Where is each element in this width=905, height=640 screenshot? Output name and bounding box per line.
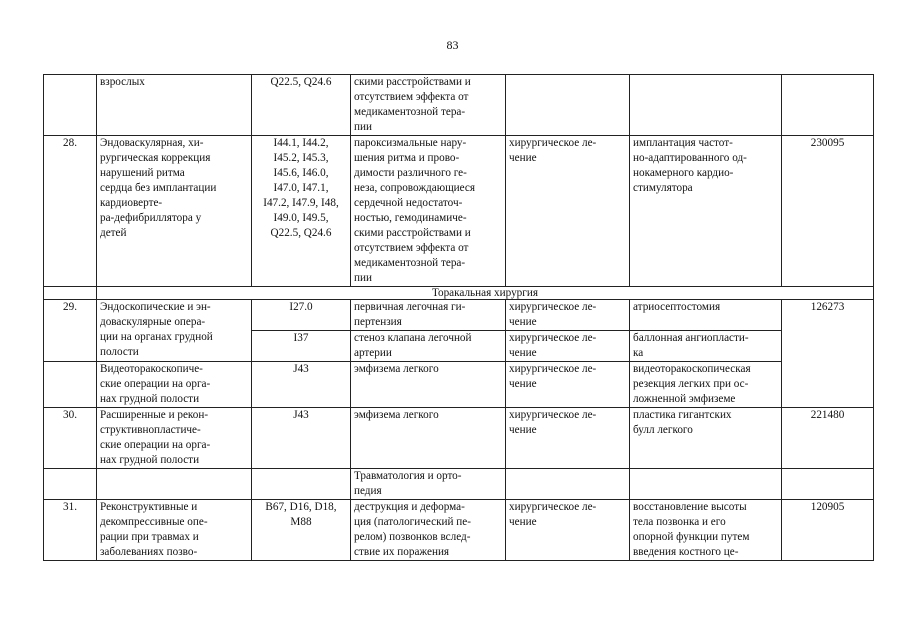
table-row bbox=[44, 136, 874, 287]
section-spacer bbox=[44, 287, 97, 300]
section-spacer bbox=[44, 469, 97, 500]
table-row bbox=[44, 500, 874, 561]
price: 120905 bbox=[782, 500, 874, 561]
icd-codes: J43 bbox=[252, 362, 351, 408]
table-row bbox=[44, 300, 874, 331]
treatment-method: баллонная ангиопласти- ка bbox=[630, 331, 782, 362]
icd-codes: I37 bbox=[252, 331, 351, 362]
section-spacer bbox=[630, 469, 782, 500]
row-number: 31. bbox=[44, 500, 97, 561]
page-number: 83 bbox=[446, 38, 459, 52]
treatment-method: восстановление высоты тела позвонка и его опорной функции путем введения костного це- bbox=[630, 500, 782, 561]
procedures-table bbox=[43, 74, 874, 561]
treatment-type: хирургическое ле- чение bbox=[506, 136, 630, 287]
treatment-method: пластика гигантских булл легкого bbox=[630, 408, 782, 469]
section-spacer bbox=[97, 469, 252, 500]
procedure-name: Эндоваскулярная, хи- рургическая коррекция нарушений ритма сердца без имплантации кардиоверте- ра-дефибриллятора у детей bbox=[97, 136, 252, 287]
row-number: 28. bbox=[44, 136, 97, 287]
treatment-type: хирургическое ле- чение bbox=[506, 331, 630, 362]
treatment-method: атриосептостомия bbox=[630, 300, 782, 331]
treatment-method bbox=[630, 75, 782, 136]
patient-model: эмфизема легкого bbox=[351, 408, 506, 469]
price: 230095 bbox=[782, 136, 874, 287]
table-row bbox=[44, 75, 874, 136]
treatment-type bbox=[506, 75, 630, 136]
icd-codes: Q22.5, Q24.6 bbox=[252, 75, 351, 136]
section-row bbox=[44, 469, 874, 500]
procedure-name: Реконструктивные и декомпрессивные опе- рации при травмах и заболеваниях позво- bbox=[97, 500, 252, 561]
section-spacer bbox=[782, 469, 874, 500]
price: 221480 bbox=[782, 408, 874, 469]
treatment-type: хирургическое ле- чение bbox=[506, 500, 630, 561]
treatment-type: хирургическое ле- чение bbox=[506, 300, 630, 331]
table-row bbox=[44, 408, 874, 469]
section-spacer bbox=[506, 469, 630, 500]
treatment-type: хирургическое ле- чение bbox=[506, 408, 630, 469]
table-row bbox=[44, 362, 874, 408]
icd-codes: B67, D16, D18, M88 bbox=[252, 500, 351, 561]
treatment-type: хирургическое ле- чение bbox=[506, 362, 630, 408]
patient-model: стеноз клапана легочной артерии bbox=[351, 331, 506, 362]
patient-model: скими расстройствами и отсутствием эффекта от медикаментозной тера- пии bbox=[351, 75, 506, 136]
patient-model: первичная легочная ги- пертензия bbox=[351, 300, 506, 331]
icd-codes: I44.1, I44.2, I45.2, I45.3, I45.6, I46.0, I47.0, I47.1, I47.2, I47.9, I48, I49.0, I49.5, Q22.5, Q24.6 bbox=[252, 136, 351, 287]
treatment-method: имплантация частот- но-адаптированного од- нокамерного кардио- стимулятора bbox=[630, 136, 782, 287]
section-row bbox=[44, 287, 874, 300]
section-title: Торакальная хирургия bbox=[97, 287, 874, 300]
patient-model: пароксизмальные нару- шения ритма и прово- димости различного ге- неза, сопровождающиеся сердечной недостаточ- ностью, гемодинамиче- скими расстройствами и отсутствием эффекта от медикаментозной тера- пии bbox=[351, 136, 506, 287]
section-spacer bbox=[252, 469, 351, 500]
procedure-name: Расширенные и рекон- структивнопластиче- ские операции на орга- нах грудной полости bbox=[97, 408, 252, 469]
patient-model: эмфизема легкого bbox=[351, 362, 506, 408]
procedure-name: Эндоскопические и эн- доваскулярные опера- ции на органах грудной полости bbox=[97, 300, 252, 362]
row-number: 30. bbox=[44, 408, 97, 469]
row-number bbox=[44, 362, 97, 408]
section-title: Травматология и орто- педия bbox=[351, 469, 506, 500]
icd-codes: J43 bbox=[252, 408, 351, 469]
procedure-name: взрослых bbox=[97, 75, 252, 136]
row-number bbox=[44, 75, 97, 136]
patient-model: деструкция и деформа- ция (патологический пе- релом) позвонков вслед- ствие их поражения bbox=[351, 500, 506, 561]
price: 126273 bbox=[782, 300, 874, 408]
row-number: 29. bbox=[44, 300, 97, 362]
price bbox=[782, 75, 874, 136]
procedure-name: Видеоторакоскопиче- ские операции на орга- нах грудной полости bbox=[97, 362, 252, 408]
icd-codes: I27.0 bbox=[252, 300, 351, 331]
treatment-method: видеоторакоскопическая резекция легких при ос- ложненной эмфиземе bbox=[630, 362, 782, 408]
